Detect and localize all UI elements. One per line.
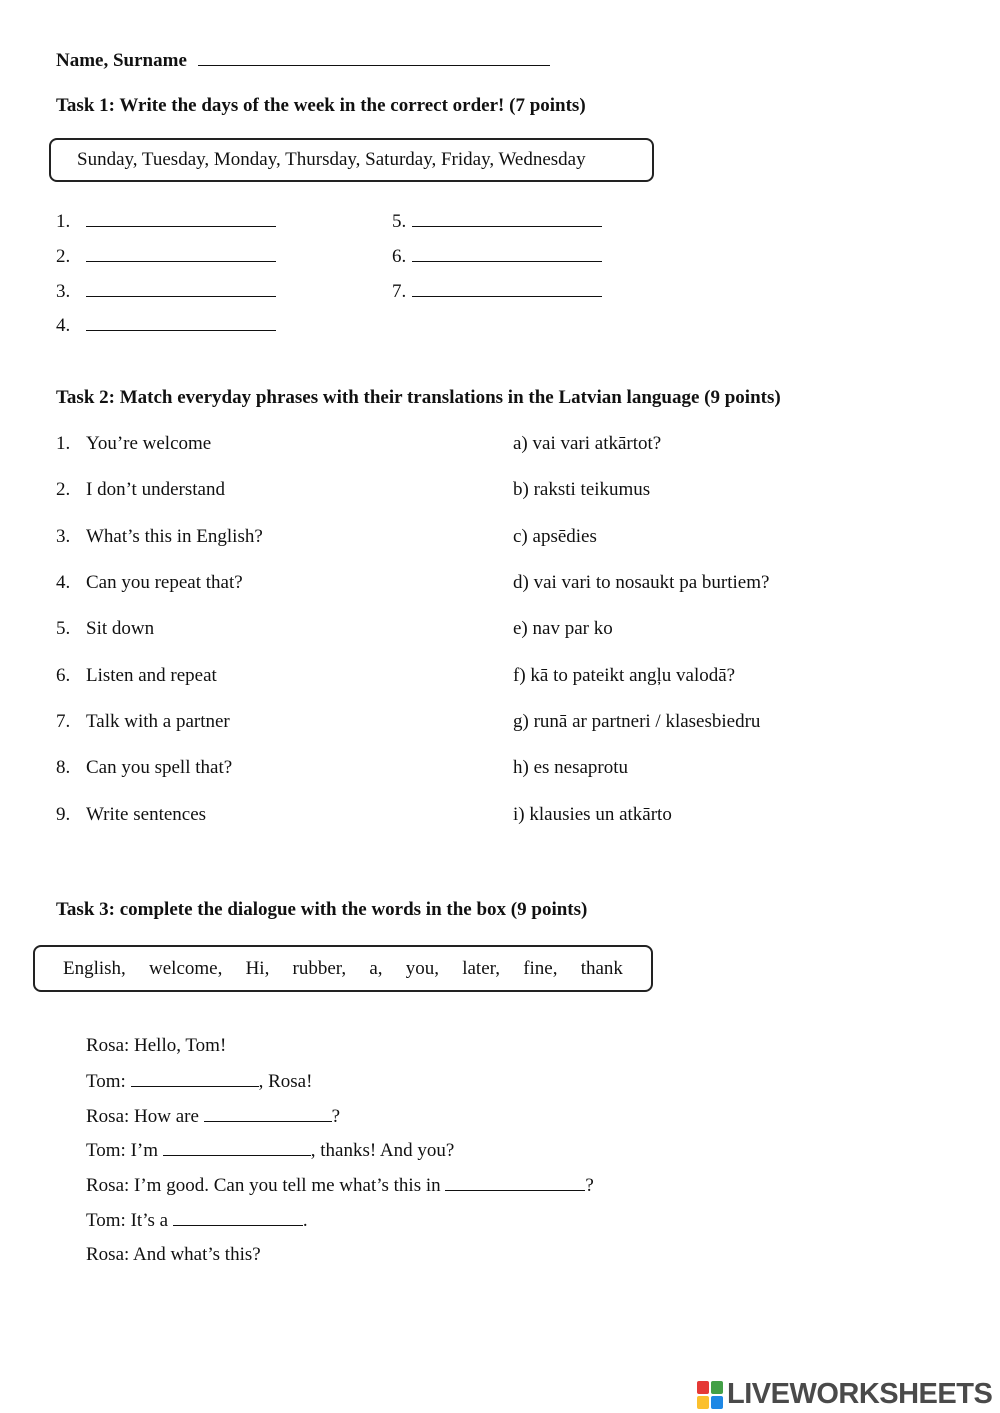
phrase-4 [56, 572, 243, 594]
phrase-text: Write sentences [86, 804, 207, 825]
logo-square-blue [711, 1396, 723, 1409]
task1-word-box [49, 138, 654, 182]
phrase-2 [56, 479, 225, 501]
dialogue-line-4 [86, 1139, 454, 1162]
task1-word-list: Sunday, Tuesday, Monday, Thursday, Saturday, Friday, Wednesday [77, 149, 586, 170]
day-number: 4. [56, 315, 71, 336]
phrase-text: Talk with a partner [86, 711, 230, 732]
dialogue-text: Rosa: How are [86, 1106, 204, 1127]
day-answer-line[interactable] [412, 245, 602, 262]
phrase-text: Can you repeat that? [86, 572, 243, 593]
dialogue-line-5 [86, 1174, 594, 1197]
day-answer-line[interactable] [412, 280, 602, 297]
day-number: 3. [56, 281, 71, 302]
phrase-5 [56, 618, 154, 640]
phrase-8 [56, 757, 232, 779]
phrase-number: 6. [56, 665, 71, 686]
day-answer-1 [56, 210, 276, 233]
dialogue-text: Rosa: I’m good. Can you tell me what’s this in [86, 1175, 446, 1196]
phrase-number: 1. [56, 433, 71, 454]
dialogue-text: . [302, 1210, 308, 1231]
day-answer-line[interactable] [412, 210, 602, 227]
logo-square-red [697, 1381, 709, 1394]
word-chip: Hi, [245, 957, 270, 979]
phrase-number: 9. [56, 804, 71, 825]
liveworksheets-logo[interactable] [697, 1378, 992, 1411]
dialogue-blank[interactable] [131, 1070, 259, 1087]
dialogue-line-2 [86, 1070, 312, 1093]
word-chip: welcome, [149, 957, 223, 979]
dialogue-text: , thanks! And you? [310, 1140, 455, 1161]
phrase-6 [56, 665, 217, 687]
phrase-number: 4. [56, 572, 71, 593]
day-answer-line[interactable] [86, 245, 276, 262]
name-answer-line[interactable] [198, 49, 550, 66]
word-chip: English, [63, 957, 126, 979]
day-number: 1. [56, 211, 71, 232]
translation-a: a) vai vari atkārtot? [513, 433, 662, 454]
word-chip: thank [580, 957, 623, 979]
word-chip: rubber, [292, 957, 347, 979]
logo-text: LIVEWORKSHEETS [727, 1378, 993, 1410]
day-answer-6 [392, 245, 602, 268]
word-chip: a, [369, 957, 383, 979]
dialogue-line-3 [86, 1105, 340, 1128]
phrase-text: Listen and repeat [86, 665, 217, 686]
dialogue-text: , Rosa! [258, 1071, 313, 1092]
dialogue-text: Tom: It’s a [86, 1210, 173, 1231]
day-answer-7 [392, 280, 602, 303]
dialogue-text: Tom: [86, 1071, 131, 1092]
task2-title: Task 2: Match everyday phrases with their translations in the Latvian language (9 points) [56, 387, 781, 408]
day-number: 6. [392, 246, 407, 267]
phrase-text: You’re welcome [86, 433, 212, 454]
phrase-number: 2. [56, 479, 71, 500]
translation-d: d) vai vari to nosaukt pa burtiem? [513, 572, 770, 593]
day-answer-line[interactable] [86, 280, 276, 297]
phrase-number: 7. [56, 711, 71, 732]
translation-i: i) klausies un atkārto [513, 804, 672, 825]
day-number: 7. [392, 281, 407, 302]
dialogue-line-7: Rosa: And what’s this? [86, 1244, 261, 1265]
task3-title: Task 3: complete the dialogue with the words in the box (9 points) [56, 899, 588, 920]
dialogue-blank[interactable] [173, 1209, 303, 1226]
phrase-3 [56, 526, 263, 548]
word-chip: later, [462, 957, 500, 979]
dialogue-line-6 [86, 1209, 308, 1232]
dialogue-blank[interactable] [445, 1174, 585, 1191]
dialogue-text: Tom: I’m [86, 1140, 163, 1161]
phrase-text: What’s this in English? [86, 526, 263, 547]
phrase-number: 5. [56, 618, 71, 639]
translation-b: b) raksti teikumus [513, 479, 651, 500]
task1-title: Task 1: Write the days of the week in the correct order! (7 points) [56, 95, 586, 116]
logo-mark-icon [697, 1381, 723, 1409]
name-label-row [56, 49, 550, 72]
word-chip: fine, [523, 957, 558, 979]
phrase-9 [56, 804, 206, 826]
dialogue-line-1: Rosa: Hello, Tom! [86, 1035, 227, 1056]
dialogue-text: ? [585, 1175, 594, 1196]
translation-g: g) runā ar partneri / klasesbiedru [513, 711, 761, 732]
translation-h: h) es nesaprotu [513, 757, 629, 778]
phrase-text: Sit down [86, 618, 155, 639]
dialogue-blank[interactable] [163, 1139, 311, 1156]
logo-square-yellow [697, 1396, 709, 1409]
day-answer-line[interactable] [86, 210, 276, 227]
day-answer-line[interactable] [86, 314, 276, 331]
phrase-text: Can you spell that? [86, 757, 233, 778]
day-answer-5 [392, 210, 602, 233]
dialogue-text: ? [331, 1106, 341, 1127]
phrase-7 [56, 711, 230, 733]
dialogue-blank[interactable] [204, 1105, 332, 1122]
logo-square-green [711, 1381, 723, 1394]
day-answer-4 [56, 314, 276, 337]
name-label: Name, Surname [56, 50, 187, 71]
translation-e: e) nav par ko [513, 618, 613, 639]
phrase-number: 3. [56, 526, 71, 547]
day-number: 2. [56, 246, 71, 267]
phrase-text: I don’t understand [86, 479, 225, 500]
phrase-1 [56, 433, 211, 455]
day-answer-3 [56, 280, 276, 303]
phrase-number: 8. [56, 757, 71, 778]
task3-word-list [35, 958, 651, 980]
word-chip: you, [405, 957, 439, 979]
day-number: 5. [392, 211, 407, 232]
translation-c: c) apsēdies [513, 526, 597, 547]
translation-f: f) kā to pateikt angļu valodā? [513, 665, 736, 686]
task3-word-box [33, 945, 653, 992]
day-answer-2 [56, 245, 276, 268]
